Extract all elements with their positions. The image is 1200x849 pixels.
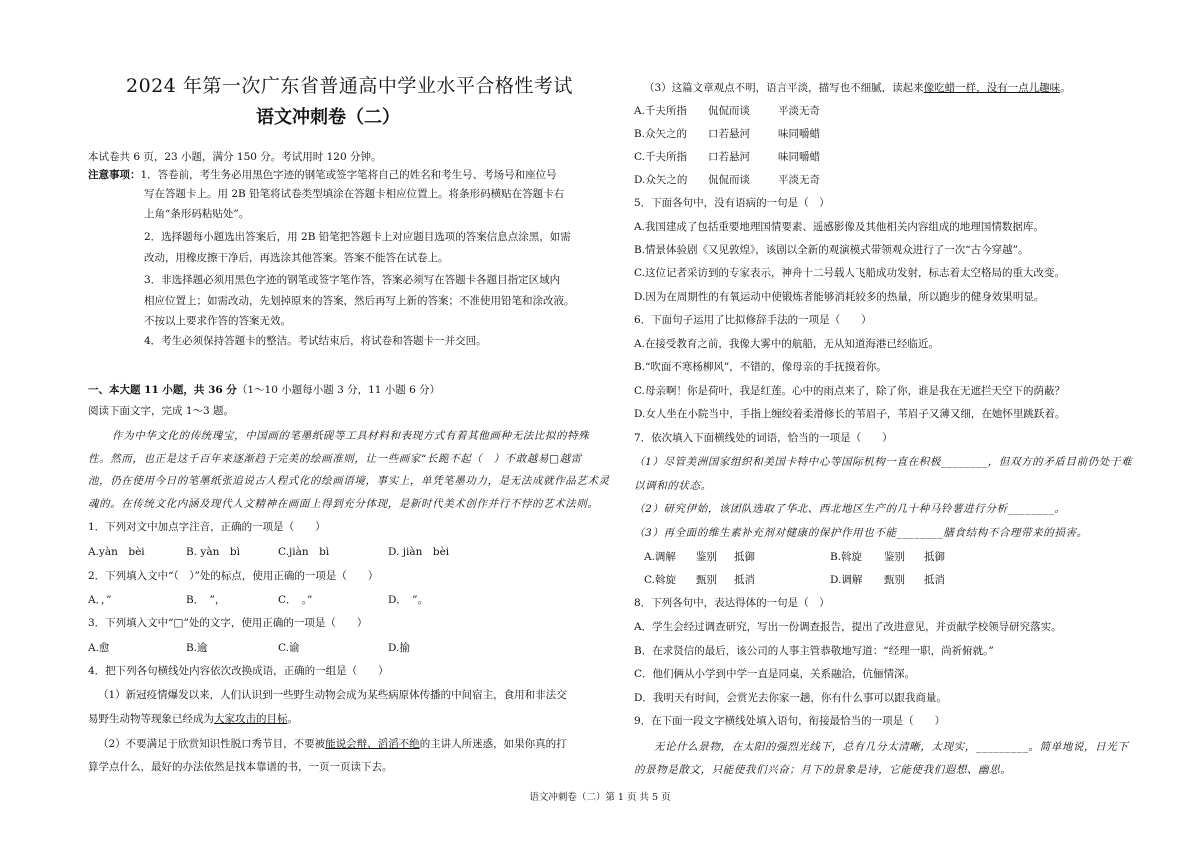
notes-label: 注意事项： <box>88 169 141 181</box>
q7-sentence-1b: 以调和的状态。 <box>634 480 712 492</box>
question-2-options <box>88 593 428 607</box>
q6-option-c[interactable]: C.母亲啊！你是荷叶，我是红莲。心中的雨点来了，除了你，谁是我在无遮拦天空下的荫蔽？ <box>634 385 1065 397</box>
q4-underlined-3: 像吃蜡一样，没有一点儿趣味 <box>923 82 1061 94</box>
notes-line-2a: 2．选择题每小题选出答案后，用 2B 铅笔把答题卡上对应题目选项的答案信息点涂黑，如需 <box>144 231 571 243</box>
passage-line-1: 作为中华文化的传统瑰宝，中国画的笔墨纸砚等工具材料和表现方式有着其他画种无法比拟的特殊 <box>112 430 590 442</box>
question-6: 6．下面句子运用了比拟修辞手法的一项是（ ） <box>634 314 872 326</box>
q1-option-c[interactable]: C.jiàn bì <box>278 546 330 558</box>
q2-option-a[interactable]: A．，” <box>88 594 112 606</box>
q3-option-a[interactable]: A.愈 <box>88 642 110 654</box>
notes-line-1c: 上角“条形码粘贴处”。 <box>144 208 250 220</box>
question-3-options <box>88 641 410 655</box>
passage-line-2: 性。然而，也正是这千百年来逐渐趋于完美的绘画准则，让一些画家“长跪不起（ ）不敢越易□越雷 <box>88 453 582 465</box>
q7-sentence-3: （3）再全面的维生素补充剂对健康的保护作用也不能________膳食结构不合理带来的损害。 <box>634 527 1088 539</box>
q7-sentence-1a: （1）尽管美洲国家组织和美国卡特中心等国际机构一直在积极________，但双方的矛盾目前仍处于难 <box>634 456 1133 468</box>
q7-options-row-2: C.斡旋 甄别 抵消 D.调解 甄别 抵消 <box>644 574 945 586</box>
question-7: 7．依次填入下面横线处的词语，恰当的一项是（ ） <box>634 432 893 444</box>
q4-option-d[interactable]: D.众矢之的 侃侃而谈 平淡无奇 <box>634 174 820 186</box>
q4-underlined-2: 能说会辩、滔滔不绝 <box>325 738 420 750</box>
q8-option-c[interactable]: C．他们俩从小学到中学一直是同桌，关系融洽，伉俪情深。 <box>634 668 916 680</box>
notes-line-1a: 注意事项：1．答卷前，考生务必用黑色字迹的钢笔或签字笔将自己的姓名和考生号、考场号和座位号 <box>88 169 557 181</box>
q1-option-a[interactable]: A.yàn bèi <box>88 546 145 558</box>
question-1: 1．下列对文中加点字注音，正确的一项是（ ） <box>88 521 326 533</box>
notes-line-3c: 不按以上要求作答的答案无效。 <box>144 315 291 327</box>
q4-sentence-3: （3）这篇文章观点不明，语言平淡，描写也不细腻，读起来像吃蜡一样，没有一点儿趣味。 <box>644 82 1071 94</box>
q1-option-d[interactable]: D. jiàn bèi <box>388 546 450 558</box>
q7-option-b[interactable]: B.斡旋 <box>830 551 863 563</box>
q9-passage-2: 的景物是散文，只能使我们兴奋；月下的景象是诗，它能使我们遐想、幽思。 <box>634 764 1012 776</box>
q4-option-b[interactable]: B.众矢之的 口若悬河 味同嚼蜡 <box>634 128 820 140</box>
question-1-options <box>88 545 449 559</box>
q4-option-a[interactable]: A.千夫所指 侃侃而谈 平淡无奇 <box>634 105 820 117</box>
q4-sentence-1b: 易野生动物等现象已经成为大家攻击的目标。 <box>88 713 298 725</box>
passage-line-4: 魂的。在传统文化内涵及现代人文精神在画面上得到充分体现，是新时代美术创作并行不悖的艺术法则。 <box>88 498 599 510</box>
q4-underlined-1: 大家攻击的目标 <box>214 713 288 725</box>
q4-sentence-2a: （2）不要满足于欣赏知识性脱口秀节目，不要被能说会辩、滔滔不绝的主讲人所迷惑，如果你真的打 <box>98 738 567 750</box>
q4-sentence-1a: （1）新冠疫情爆发以来，人们认识到一些野生动物会成为某些病原体传播的中间宿主，食用和非法交 <box>98 689 567 701</box>
q5-option-c[interactable]: C.这位记者采访到的专家表示，神舟十二号载人飞船成功发射，标志着太空格局的重大改变。 <box>634 267 1065 279</box>
q3-option-d[interactable]: D.揄 <box>388 642 410 654</box>
q3-option-c[interactable]: C.谕 <box>278 642 300 654</box>
q5-option-a[interactable]: A.我国建成了包括重要地理国情要素、遥感影像及其他相关内容组成的地理国情数据库。 <box>634 221 1044 233</box>
q4-option-c[interactable]: C.千夫所指 口若悬河 味同嚼蜡 <box>634 151 820 163</box>
q7-option-c[interactable]: C.斡旋 <box>644 574 676 586</box>
q8-option-b[interactable]: B．在求贤信的最后，该公司的人事主管恭敬地写道：“经理一职，尚祈俯就。” <box>634 645 994 657</box>
notes-line-4: 4．考生必须保持答题卡的整洁。考试结束后，将试卷和答题卡一并交回。 <box>144 335 487 347</box>
q8-option-a[interactable]: A．学生会经过调查研究，写出一份调查报告，提出了改进意见，并贡献学校领导研究落实。 <box>634 621 1062 633</box>
notes-line-3b: 相应位置上；如需改动，先划掉原来的答案，然后再写上新的答案；不准使用铅笔和涂改液。 <box>144 295 575 307</box>
q5-option-b[interactable]: B.情景体验剧《又见敦煌》，该剧以全新的观演模式带领观众进行了一次“古今穿越”。 <box>634 244 1029 256</box>
q7-option-a[interactable]: A.调解 <box>644 551 676 563</box>
page-footer: 语文冲刺卷（二）第 1 页 共 5 页 <box>529 792 671 803</box>
exam-title: 2024 年第一次广东省普通高中学业水平合格性考试 <box>126 75 573 97</box>
q6-option-a[interactable]: A.在接受教育之前，我像大雾中的航船，无从知道海港已经临近。 <box>634 338 939 350</box>
notes-line-1b: 写在答题卡上。用 2B 铅笔将试卷类型填涂在答题卡相应位置上。将条形码横贴在答题卡右 <box>144 188 565 200</box>
q7-sentence-2: （2）研究伊始，该团队选取了华北、西北地区生产的几十种马铃薯进行分析________。 <box>634 503 1066 515</box>
question-4: 4．把下列各句横线处内容依次改换成语，正确的一组是（ ） <box>88 665 389 677</box>
q8-option-d[interactable]: D．我明天有时间，会赏光去你家一趟，你有什么事可以跟我商量。 <box>634 692 947 704</box>
q7-option-d[interactable]: D.调解 <box>830 574 863 586</box>
q1-option-b[interactable]: B. yàn bì <box>186 546 240 558</box>
q9-passage-1: 无论什么景物，在太阳的强烈光线下，总有几分太清晰，太现实，_________。简单地说，日光下 <box>654 741 1129 753</box>
q2-option-b[interactable]: B． ”， <box>186 594 226 606</box>
section-heading: 一、本大题 11 小题，共 36 分（1～10 小题每小题 3 分，11 小题 6 分） <box>88 384 441 396</box>
question-9: 9．在下面一段文字横线处填入语句，衔接最恰当的一项是（ ） <box>634 715 946 727</box>
q6-option-b[interactable]: B.“吹面不寒杨柳风”，不错的，像母亲的手抚摸着你。 <box>634 361 887 373</box>
q2-option-d[interactable]: D． ”。 <box>388 594 429 606</box>
reading-instruction: 阅读下面文字，完成 1～3 题。 <box>88 405 235 417</box>
notes-line-3a: 3．非选择题必须用黑色字迹的钢笔或签字笔作答，答案必须写在答题卡各题目指定区域内 <box>144 274 561 286</box>
q7-options-row-1: A.调解 鉴别 抵御 B.斡旋 鉴别 抵御 <box>644 551 945 563</box>
q4-sentence-2b: 算学点什么，最好的办法依然是找本靠谱的书，一页一页读下去。 <box>88 761 393 773</box>
notes-line-2b: 改动，用橡皮擦干净后，再选涂其他答案。答案不能答在试卷上。 <box>144 252 449 264</box>
question-5: 5．下面各句中，没有语病的一句是（ ） <box>634 197 830 209</box>
q3-option-b[interactable]: B.逾 <box>186 642 208 654</box>
question-3: 3．下列填入文中“□”处的文字，使用正确的一项是（ ） <box>88 617 368 629</box>
question-2: 2．下列填入文中“（ ）”处的标点，使用正确的一项是（ ） <box>88 570 379 582</box>
intro-summary: 本试卷共 6 页，23 小题，满分 150 分。考试用时 120 分钟。 <box>88 151 382 163</box>
q2-option-c[interactable]: C． 。” <box>278 594 313 606</box>
q6-option-d[interactable]: D.女人坐在小院当中，手指上缠绞着柔滑修长的苇眉子，苇眉子又薄又细，在她怀里跳跃着。 <box>634 408 1066 420</box>
question-8: 8．下列各句中，表达得体的一句是（ ） <box>634 597 830 609</box>
passage-line-3: 池，仍在使用今日的笔墨纸张追说古人程式化的绘画语境，事实上，单凭笔墨功力，是无法成就作品艺术灵 <box>88 475 610 487</box>
exam-subtitle: 语文冲刺卷（二） <box>256 107 400 128</box>
q5-option-d[interactable]: D.因为在周期性的有氧运动中使锻炼者能够消耗较多的热量，所以跑步的健身效果明显。 <box>634 291 1045 303</box>
